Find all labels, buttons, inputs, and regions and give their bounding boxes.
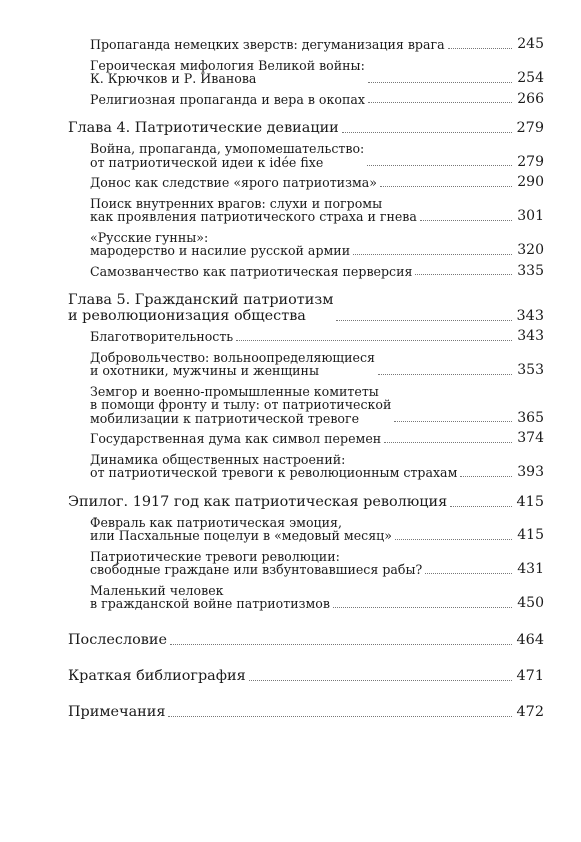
toc-entry-title: как проявления патриотического страха и гнева [90,209,417,224]
leader-dots [342,132,512,133]
toc-entry-title: Патриотические тревоги революции: [90,548,340,564]
toc-entry-title: Самозванчество как патриотическая перверсия [90,263,413,279]
leader-dots [448,48,512,49]
toc-page-number: 415 [517,527,544,543]
leader-dots [460,476,512,477]
toc-chapter[interactable] [68,120,544,136]
leader-dots [368,102,512,103]
toc-page-number: 464 [516,631,544,648]
toc-entry[interactable] [68,432,544,446]
toc-page-number: 393 [517,464,544,480]
toc-chapter-title: Послесловие [68,631,168,648]
leader-dots [378,374,512,375]
toc-entry-title: в гражданской войне патриотизмов [90,596,330,611]
toc-entry[interactable] [68,550,544,577]
table-of-contents [68,38,544,726]
toc-entry-title: Благотворительность [90,329,234,344]
toc-chapter[interactable] [68,632,544,648]
toc-page-number: 365 [517,409,544,426]
toc-entry-title: К. Крючков и Р. Иванова [90,71,257,86]
toc-entry[interactable] [68,516,544,543]
leader-dots [395,539,512,540]
toc-entry-title: Религиозная пропаганда и вера в окопах [90,91,365,107]
toc-page-number: 266 [517,90,544,107]
toc-entry-title: Донос как следствие «ярого патриотизма» [90,175,377,190]
leader-dots [353,254,512,255]
toc-chapter[interactable] [68,494,544,510]
toc-page-number: 290 [517,174,544,190]
toc-page-number: 374 [517,430,544,446]
toc-entry-title: Война, пропаганда, умопомешательство: [90,141,365,156]
toc-chapter-title: Глава 4. Патриотические девиации [68,120,339,136]
toc-entry[interactable] [68,584,544,611]
toc-entry-title: Маленький человек [90,582,224,598]
toc-page-number: 279 [516,120,544,136]
toc-entry-title: Февраль как патриотическая эмоция, [90,514,342,530]
toc-entry-title: свободные граждане или взбунтовавшиеся рабы? [90,562,423,577]
toc-entry[interactable] [68,59,544,86]
spacer [68,690,544,704]
toc-entry[interactable] [68,90,544,107]
leader-dots [368,82,512,83]
leader-dots [450,506,512,507]
spacer [68,487,544,494]
toc-page-number: 245 [517,36,544,52]
toc-page-number: 472 [516,703,544,720]
leader-dots [380,186,512,187]
toc-entry-title: в помощи фронту и тылу: от патриотической [90,397,392,412]
toc-chapter-title: Эпилог. 1917 год как патриотическая революция [68,493,448,510]
toc-entry-title: Героическая мифология Великой войны: [90,57,365,73]
toc-entry[interactable] [68,197,544,224]
toc-entry-title: или Пасхальные поцелуи в «медовый месяц» [90,528,392,543]
toc-page-number: 431 [517,561,544,577]
toc-entry[interactable] [68,38,544,52]
toc-page-number: 471 [516,667,544,684]
spacer [68,113,544,120]
toc-page-number: 353 [517,362,544,378]
toc-entry[interactable] [68,330,544,344]
toc-entry[interactable] [68,385,544,426]
toc-page-number: 415 [516,493,544,510]
toc-page-number: 335 [517,262,544,279]
toc-page-number: 320 [517,242,544,258]
leader-dots [415,274,512,275]
spacer [68,285,544,292]
toc-entry[interactable] [68,262,544,279]
leader-dots [333,607,512,608]
toc-chapter[interactable] [68,668,544,684]
toc-page-number: 343 [516,308,544,324]
toc-page-number: 279 [517,153,544,170]
toc-entry-title: Добровольчество: вольноопределяющиеся [90,349,375,365]
leader-dots [336,320,512,321]
toc-page-number: 343 [517,328,544,344]
toc-page-number: 301 [517,208,544,224]
toc-page-number: 254 [517,70,544,86]
toc-entry-title: Земгор и военно-промышленные комитеты [90,383,379,399]
leader-dots [170,644,512,645]
toc-entry[interactable] [68,351,544,378]
toc-chapter[interactable] [68,292,544,324]
leader-dots [367,165,512,166]
spacer [68,654,544,668]
leader-dots [394,421,512,422]
toc-entry-title: мобилизации к патриотической тревоге [90,410,360,426]
leader-dots [249,680,512,681]
toc-chapter-title: Глава 5. Гражданский патриотизм [68,292,334,308]
toc-entry-title: Динамика общественных настроений: [90,451,346,467]
toc-page-number: 450 [517,595,544,611]
toc-entry-title: «Русские гунны»: [90,229,209,245]
toc-chapter-title: Краткая библиография [68,667,246,684]
toc-entry-title: Поиск внутренних врагов: слухи и погромы [90,195,383,211]
toc-chapter-title: Примечания [68,703,166,720]
toc-chapter[interactable] [68,704,544,720]
toc-entry-title: от патриотической тревоги к революционным страхам [90,465,458,480]
leader-dots [384,442,512,443]
toc-entry[interactable] [68,176,544,190]
leader-dots [236,340,512,341]
leader-dots [168,716,512,717]
toc-entry[interactable] [68,142,544,169]
toc-entry[interactable] [68,453,544,480]
leader-dots [420,220,512,221]
toc-chapter-title: и революционизация общества [68,308,306,324]
toc-entry[interactable] [68,231,544,258]
toc-entry-title: Пропаганда немецких зверств: дегуманизация врага [90,37,445,52]
toc-entry-title: и охотники, мужчины и женщины [90,363,319,378]
toc-entry-title: Государственная дума как символ перемен [90,431,382,446]
toc-entry-title: мародерство и насилие русской армии [90,243,351,258]
toc-entry-title: от патриотической идеи к idée fixe [90,154,324,170]
leader-dots [425,573,512,574]
spacer [68,618,544,632]
